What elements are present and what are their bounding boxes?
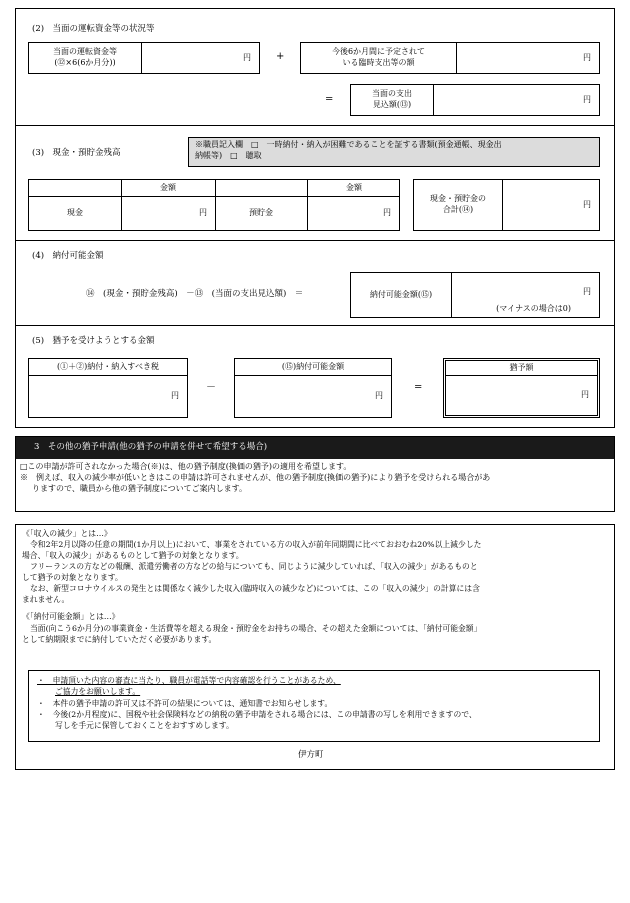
covid-para-cont: まれません。 xyxy=(22,595,70,605)
notice-result-line: ・ 本件の猶予申請の許可又は不許可の結果については、通知書でお知らせします。 xyxy=(37,698,333,708)
income-decrease-para-cont: 場合、「収入の減少」があるものとして猶予の対象となります。 xyxy=(22,551,244,561)
notice-copy-line-cont: 写しを手元に保管しておくことをおすすめします。 xyxy=(55,721,234,731)
deferral-amount-box xyxy=(443,358,600,418)
expected-expense-box xyxy=(350,84,600,116)
equals-operator: = xyxy=(414,382,423,393)
other-deferral-header xyxy=(16,437,614,459)
other-deferral-checkbox-line[interactable]: □この申請が許可されなかった場合(※)は、他の猶予制度(換価の猶予)の適用を希望します。 xyxy=(20,462,352,471)
tax-due-amount-field[interactable]: 円 xyxy=(171,391,179,401)
deposit-amount-field[interactable]: 円 xyxy=(383,208,391,218)
temporary-expense-box xyxy=(300,42,600,74)
deferral-amount-label: 猶予額 xyxy=(509,362,534,372)
cash-amount-field[interactable]: 円 xyxy=(199,208,207,218)
cash-label: 現金 xyxy=(67,208,83,218)
payable-repeat-box xyxy=(234,358,392,418)
other-deferral-header-text: 3 その他の猶予申請(他の猶予の申請を併せて希望する場合) xyxy=(34,442,268,452)
payable-amount-box xyxy=(350,272,600,318)
payable-amount-para: 当面(向こう6か月分)の事業資金・生活費等を超える現金・預貯金をお持ちの場合、その超えた金額については、「納付可能金額」 xyxy=(30,623,482,633)
town-name: 伊方町 xyxy=(298,750,324,760)
working-capital-label: 当面の運転資金等 xyxy=(53,47,117,57)
staff-note-line-2: 納帳等) □ 聴取 xyxy=(195,150,262,160)
section-divider xyxy=(15,240,615,241)
freelance-para: フリーランスの方などの報酬、派遣労働者の方などの給与についても、同じように減少していれば、「収入の減少」があるものと xyxy=(30,562,478,572)
payable-formula: ⑭ (現金・預貯金残高) －⑬ (当面の支出見込額) ＝ xyxy=(86,289,304,299)
cash-amount-header: 金額 xyxy=(160,182,176,192)
minus-operator: － xyxy=(206,382,216,393)
payable-amount-label: 納付可能金額(⑮) xyxy=(369,289,433,299)
staff-note-box xyxy=(188,137,600,167)
plus-operator: + xyxy=(276,51,285,62)
equals-operator: = xyxy=(325,94,334,105)
income-decrease-heading: 《「収入の減少」とは…》 xyxy=(22,529,112,538)
tax-due-box xyxy=(28,358,188,418)
working-capital-sublabel: (⑫×6(6か月分)) xyxy=(54,58,116,67)
tax-due-label: (①＋②)納付・納入すべき税 xyxy=(56,361,160,371)
deposit-amount-header: 金額 xyxy=(346,182,362,192)
payable-repeat-label: (⑮)納付可能金額 xyxy=(281,361,345,371)
freelance-para-cont: して猶予の対象となります。 xyxy=(22,573,123,583)
temporary-expense-amount-field[interactable]: 円 xyxy=(583,52,591,62)
covid-para: なお、新型コロナウイルスの発生とは関係なく減少した収入(臨時収入の減少など)については、この「収入の減少」の計算には含 xyxy=(30,584,480,594)
negative-note: (マイナスの場合は0) xyxy=(496,304,571,313)
payable-amount-field[interactable]: 円 xyxy=(583,287,591,296)
cash-deposit-total-sublabel: 合計(⑭) xyxy=(442,205,474,214)
cash-deposit-table xyxy=(28,179,400,231)
income-decrease-para: 令和2年2月以降の任意の期間(1か月以上)において、事業をされている方の収入が前年同期間に比べておおむね20%以上減少した xyxy=(30,540,482,550)
working-capital-box xyxy=(28,42,260,74)
expected-expense-label: 当面の支出 xyxy=(372,89,412,99)
section-5-title: (5) 猶予を受けようとする金額 xyxy=(32,336,155,346)
payable-amount-heading: 《「納付可能金額」とは…》 xyxy=(22,612,120,622)
other-deferral-note: ※ 例えば、収入の減少率が低いときはこの申請は許可されませんが、他の猶予制度(換価の猶予)により猶予を受けられる場合があ xyxy=(20,472,491,482)
section-3-title: (3) 現金・預貯金残高 xyxy=(32,148,121,158)
deposit-label: 預貯金 xyxy=(249,208,273,218)
payable-amount-para-cont: として納期限までに納付していただく必要があります。 xyxy=(22,634,217,644)
cash-deposit-total-label: 現金・預貯金の xyxy=(430,194,486,204)
working-capital-amount-field[interactable]: 円 xyxy=(243,52,251,62)
other-deferral-note-cont: りますので、職員から他の猶予制度についてご案内します。 xyxy=(32,483,248,493)
expected-expense-amount-field[interactable]: 円 xyxy=(583,94,591,104)
section-2-title: (2) 当面の運転資金等の状況等 xyxy=(32,24,155,34)
staff-note-line-1: ※職員記入欄 □ 一時納付・納入が困難であることを証する書類(預金通帳、現金出 xyxy=(195,140,502,149)
section-divider xyxy=(15,325,615,326)
notice-review-line: ・ 申請頂いた内容の審査に当たり、職員が電話等で内容確認を行うことがあるため、 xyxy=(37,676,341,685)
deferral-amount-field[interactable]: 円 xyxy=(581,390,589,400)
cash-deposit-total-box xyxy=(413,179,600,231)
payable-repeat-amount-field[interactable]: 円 xyxy=(375,391,383,401)
notice-copy-line: ・ 今後(2か月程度)に、国税や社会保険料などの納税の猶予申請をされる場合には、この申請書の写しを利用できますので、 xyxy=(37,709,477,719)
temporary-expense-sublabel: いる臨時支出等の額 xyxy=(342,58,415,67)
section-4-title: (4) 納付可能金額 xyxy=(32,251,104,261)
cash-deposit-total-field[interactable]: 円 xyxy=(583,199,591,209)
expected-expense-sublabel: 見込額(⑬) xyxy=(372,100,412,109)
notice-box xyxy=(28,670,600,742)
section-divider xyxy=(15,125,615,126)
temporary-expense-label: 今後6か月間に予定されて xyxy=(331,47,426,57)
notes-body xyxy=(22,528,612,645)
notice-review-line-cont: ご協力をお願いします。 xyxy=(55,687,141,697)
